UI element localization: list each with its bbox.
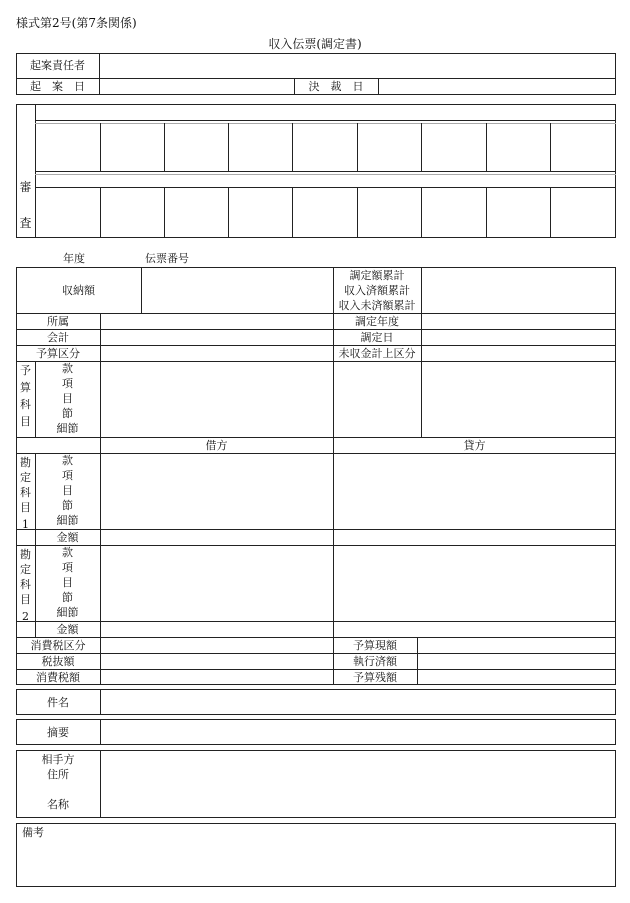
pre-tax-label: 税抜額 — [41, 655, 75, 668]
decision-date-field[interactable] — [379, 79, 615, 94]
assess-date-label: 調定日 — [360, 331, 394, 344]
budget-subject-items: 款 項 目 節 細節 — [56, 362, 79, 435]
account1-side: 勘 定 科 目 1 — [20, 456, 31, 531]
budget-class-label: 予算区分 — [36, 347, 80, 360]
drafter-label: 起案責任者 — [30, 59, 85, 72]
affiliation-label: 所属 — [47, 315, 69, 328]
budget-subject-side: 予 算 科 目 — [20, 364, 31, 428]
remarks-box[interactable] — [16, 823, 616, 887]
accounting-label: 会計 — [47, 331, 69, 344]
decision-date-label: 決 裁 日 — [308, 80, 364, 93]
counterparty-label: 相手方 — [41, 753, 75, 766]
draft-date-field[interactable] — [100, 79, 293, 94]
subject-field[interactable] — [101, 690, 615, 714]
fiscal-year-label: 年度 — [63, 252, 85, 265]
account2-items: 款 項 目 節 細節 — [56, 546, 79, 619]
subject-label: 件名 — [47, 696, 69, 709]
remarks-label: 備考 — [22, 826, 44, 839]
budget-current-label: 予算現額 — [353, 639, 397, 652]
drafter-field[interactable] — [100, 54, 615, 77]
budget-remaining-label: 予算残額 — [353, 671, 397, 684]
account1-amount-label: 金額 — [56, 531, 79, 544]
review-label-2: 査 — [19, 216, 32, 230]
assess-year-label: 調定年度 — [355, 315, 399, 328]
review-label-1: 審 — [19, 180, 32, 194]
debit-header: 借方 — [205, 439, 228, 452]
account1-items: 款 項 目 節 細節 — [56, 454, 79, 527]
tax-amount-label: 消費税額 — [36, 671, 80, 684]
summary-field[interactable] — [101, 720, 615, 744]
receipt-amount-label: 収納額 — [62, 284, 95, 297]
credit-header: 貸方 — [463, 439, 486, 452]
name-label: 名称 — [47, 798, 69, 811]
slip-no-label: 伝票番号 — [145, 252, 189, 265]
unpaid-class-label: 未収金計上区分 — [338, 347, 416, 360]
unreceived-total-label: 収入未済額累計 — [338, 299, 416, 312]
received-total-label: 収入済額累計 — [344, 284, 410, 297]
summary-label: 摘要 — [47, 726, 69, 739]
receipt-amount-field[interactable] — [142, 268, 332, 312]
form-title: 収入伝票(調定書) — [268, 37, 362, 51]
tax-class-label: 消費税区分 — [30, 639, 86, 652]
assessed-total-label: 調定額累計 — [349, 269, 405, 282]
address-label: 住所 — [47, 768, 69, 781]
form-code: 様式第2号(第7条関係) — [16, 16, 137, 30]
account2-amount-label: 金額 — [56, 623, 79, 636]
account2-side: 勘 定 科 目 2 — [20, 548, 31, 623]
counterparty-field[interactable] — [101, 751, 615, 817]
executed-label: 執行済額 — [353, 655, 397, 668]
draft-date-label: 起 案 日 — [30, 80, 85, 93]
